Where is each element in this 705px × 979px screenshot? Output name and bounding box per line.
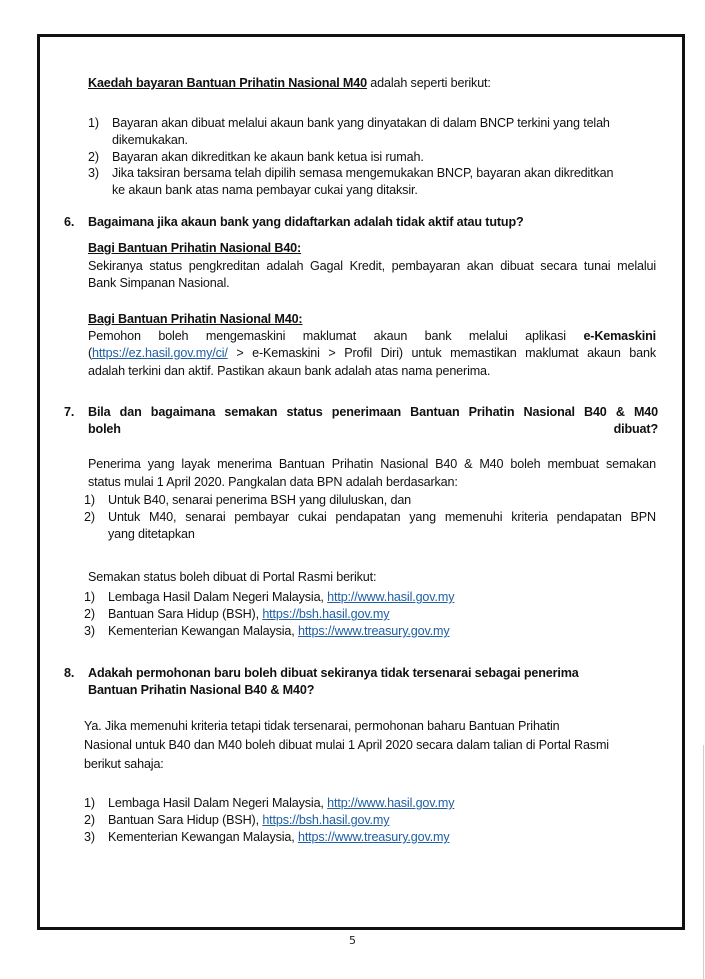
hasil-link[interactable]: http://www.hasil.gov.my xyxy=(327,590,455,604)
paren: ( xyxy=(88,346,93,360)
q8-portal-2 xyxy=(84,812,656,829)
question-number: 8. xyxy=(64,666,75,680)
q7-portal-3 xyxy=(84,623,656,640)
list-number: 1) xyxy=(88,116,99,130)
question-text: Bila dan bagaimana semakan status penerimaan Bantuan Prihatin Nasional B40 & M40 xyxy=(88,405,658,419)
list-number: 1) xyxy=(84,590,95,604)
q7-item-1 xyxy=(84,492,656,509)
q7-item-2 xyxy=(84,509,656,543)
e-kemaskini-label: e-Kemaskini xyxy=(583,329,656,343)
portal-label: Bantuan Sara Hidup (BSH), xyxy=(108,813,263,827)
list-number: 2) xyxy=(88,150,99,164)
q6-m40-line2 xyxy=(88,345,656,362)
list-number: 2) xyxy=(84,813,95,827)
treasury-link[interactable]: https://www.treasury.gov.my xyxy=(297,830,450,844)
q7-para-line2: status mulai 1 April 2020. Pangkalan data BPN adalah berdasarkan: xyxy=(88,475,458,489)
list-text: Bayaran akan dikreditkan ke akaun bank ketua isi rumah. xyxy=(112,150,424,164)
q8-para-line2: Nasional untuk B40 dan M40 boleh dibuat mulai 1 April 2020 secara dalam talian di Portal Rasmi xyxy=(84,738,609,752)
list-number: 3) xyxy=(88,166,99,180)
intro-item-2 xyxy=(88,149,656,166)
list-text-cont: yang ditetapkan xyxy=(108,527,195,541)
list-text-cont: dikemukakan. xyxy=(112,133,188,147)
question-7 xyxy=(64,404,658,438)
question-text-cont: boleh dibuat? xyxy=(88,422,658,436)
question-text-cont: Bantuan Prihatin Nasional B40 & M40? xyxy=(88,683,315,697)
q7-portal-intro: Semakan status boleh dibuat di Portal Rasmi berikut: xyxy=(88,570,377,584)
list-text: Jika taksiran bersama telah dipilih semasa mengemukakan BNCP, bayaran akan dikreditkan xyxy=(112,166,614,180)
page-number: 5 xyxy=(349,934,356,947)
ez-hasil-link[interactable]: https://ez.hasil.gov.my/ci/ xyxy=(92,346,228,360)
intro-heading-underlined: Kaedah bayaran Bantuan Prihatin Nasional M40 xyxy=(88,76,367,90)
q6-m40-path-text: > e-Kemaskini > Profil Diri) untuk memastikan maklumat akaun bank xyxy=(227,346,656,360)
intro-heading-rest: adalah seperti berikut: xyxy=(366,76,491,90)
q7-portal-2 xyxy=(84,606,656,623)
intro-heading xyxy=(88,75,668,92)
question-number: 7. xyxy=(64,405,75,419)
list-number: 3) xyxy=(84,624,95,638)
q6-b40-line2: Bank Simpanan Nasional. xyxy=(88,276,230,290)
q6-b40-heading: Bagi Bantuan Prihatin Nasional B40: xyxy=(88,241,302,255)
q8-portal-1 xyxy=(84,795,656,812)
q6-m40-heading: Bagi Bantuan Prihatin Nasional M40: xyxy=(88,312,303,326)
treasury-link[interactable]: https://www.treasury.gov.my xyxy=(297,624,450,638)
q6-b40-line1: Sekiranya status pengkreditan adalah Gagal Kredit, pembayaran akan dibuat secara tunai melalui xyxy=(88,259,656,273)
list-number: 1) xyxy=(84,493,95,507)
portal-label: Lembaga Hasil Dalam Negeri Malaysia, xyxy=(108,590,328,604)
question-8 xyxy=(64,665,658,699)
portal-label: Kementerian Kewangan Malaysia, xyxy=(108,624,298,638)
portal-label: Bantuan Sara Hidup (BSH), xyxy=(108,607,263,621)
question-number: 6. xyxy=(64,215,75,229)
list-number: 2) xyxy=(84,607,95,621)
q8-para-line1: Ya. Jika memenuhi kriteria tetapi tidak tersenarai, permohonan baharu Bantuan Prihatin xyxy=(84,719,560,733)
q7-portal-1 xyxy=(84,589,656,606)
bsh-link[interactable]: https://bsh.hasil.gov.my xyxy=(262,813,390,827)
q6-m40-line3: adalah terkini dan aktif. Pastikan akaun bank adalah atas nama penerima. xyxy=(88,364,491,378)
list-number: 1) xyxy=(84,796,95,810)
q8-para-line3: berikut sahaja: xyxy=(84,757,164,771)
list-text-cont: ke akaun bank atas nama pembayar cukai yang ditaksir. xyxy=(112,183,418,197)
list-number: 2) xyxy=(84,510,95,524)
intro-item-1 xyxy=(88,115,656,149)
q8-portal-3 xyxy=(84,829,656,846)
bsh-link[interactable]: https://bsh.hasil.gov.my xyxy=(262,607,390,621)
q6-m40-text: Pemohon boleh mengemaskini maklumat akaun bank melalui aplikasi xyxy=(88,329,584,343)
portal-label: Lembaga Hasil Dalam Negeri Malaysia, xyxy=(108,796,328,810)
list-text: Untuk M40, senarai pembayar cukai pendapatan yang memenuhi kriteria pendapatan BPN xyxy=(108,510,656,524)
hasil-link[interactable]: http://www.hasil.gov.my xyxy=(327,796,455,810)
list-number: 3) xyxy=(84,830,95,844)
list-text: Untuk B40, senarai penerima BSH yang diluluskan, dan xyxy=(108,493,412,507)
q6-m40-line1 xyxy=(88,328,656,345)
intro-item-3 xyxy=(88,165,656,199)
question-text: Adakah permohonan baru boleh dibuat sekiranya tidak tersenarai sebagai penerima xyxy=(88,666,579,680)
question-text: Bagaimana jika akaun bank yang didaftarkan adalah tidak aktif atau tutup? xyxy=(88,215,524,229)
q7-para-line1: Penerima yang layak menerima Bantuan Prihatin Nasional B40 & M40 boleh membuat semakan xyxy=(88,457,656,471)
portal-label: Kementerian Kewangan Malaysia, xyxy=(108,830,298,844)
list-text: Bayaran akan dibuat melalui akaun bank yang dinyatakan di dalam BNCP terkini yang telah xyxy=(112,116,610,130)
